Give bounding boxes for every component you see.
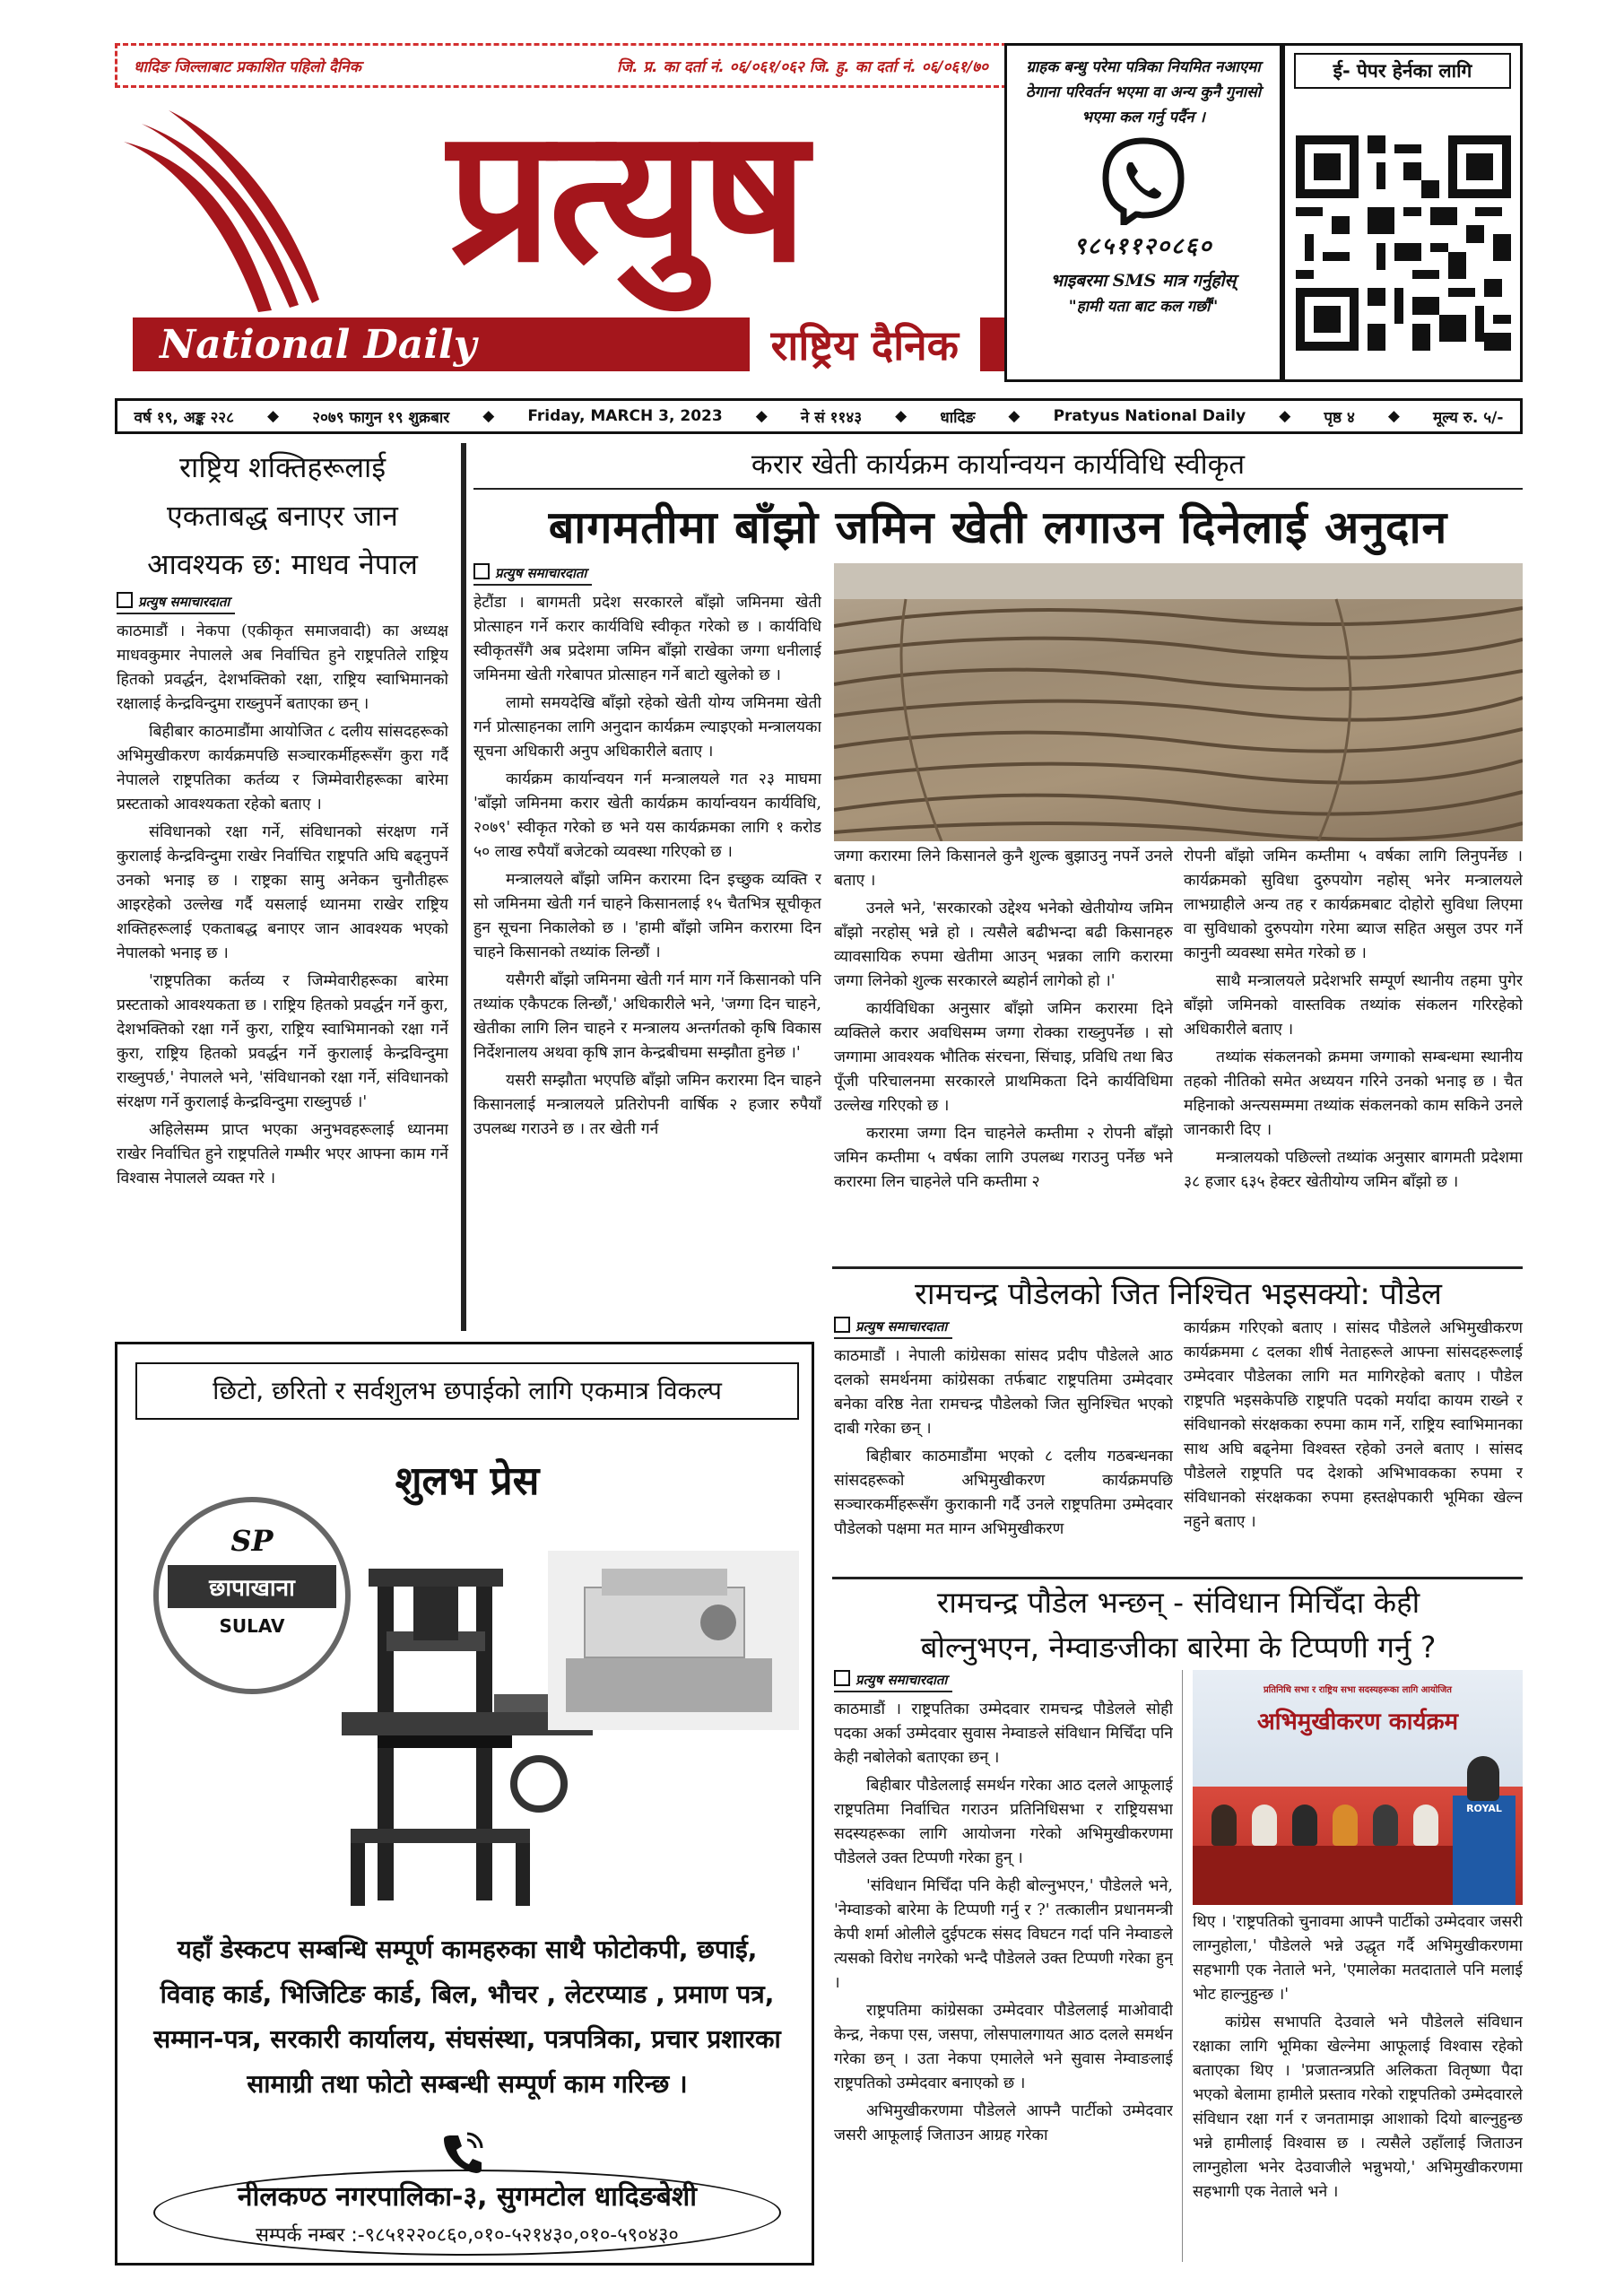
ad-address: नीलकण्ठ नगरपालिका-३, सुगमटोल धादिङबेशी (237, 2181, 698, 2213)
paudel-says-col2 (1193, 1910, 1523, 2262)
field-texture (834, 563, 1523, 841)
issue-location: धादिङ (940, 408, 976, 427)
main-story-kicker: करार खेती कार्यक्रम कार्यान्वयन कार्यविधि स्वीकृत (751, 448, 1246, 481)
main-story-col3 (1184, 845, 1523, 1266)
left-story-byline: प्रत्युष समाचारदाता (117, 592, 235, 614)
paragraph: अहिलेसम्म प्राप्त भएका अनुभवहरूलाई ध्यानमा राखेर निर्वाचित हुने राष्ट्रपतिले गम्भीर भएर आफ्ना काम गर्ने विश्वास नेपालले व्यक्त गरे । (117, 1121, 448, 1187)
paudel-says-headline: रामचन्द्र पौडेल भन्छन् - संविधान मिचिँदा केही बोल्नुभएन, नेम्वाङजीका बारेमा के टिप्पणी गर्नु ? (920, 1585, 1437, 1665)
sulav-press-ad (115, 1342, 814, 2266)
paragraph: 'राष्ट्रपतिका कर्तव्य र जिम्मेवारीहरूका बारेमा प्रस्टताको आवश्यकता छ । राष्ट्रिय हितको प्रवर्द्धन गर्ने कुरा, देशभक्तिको रक्षा गर्ने कुरा, राष्ट्रिय स्वाभिमानको रक्षा गर्ने कुरा, राष्ट्रिय हितको प्रवर्द्धन गर्ने कुरालाई केन्द्रविन्दुमा राख्नुपर्छ,' नेपालले भने, 'संविधानको रक्षा गर्ने, संविधानको संरक्षण गर्ने कुरालाई केन्द्रविन्दुमा राख्नुपर्छ ।' (117, 972, 448, 1111)
section-rule (832, 1577, 1523, 1579)
logo-band (133, 317, 1007, 371)
main-story-col2 (834, 845, 1173, 1266)
ad-tagline: छिटो, छरितो र सर्वशुलभ छपाईको लागि एकमात्र विकल्प (135, 1362, 799, 1420)
paragraph: जग्गा करारमा लिने किसानले कुनै शुल्क बुझाउनु नपर्ने उनले बताए । (834, 848, 1173, 890)
masthead-top-right: जि. प्र. का दर्ता नं. ०६/०६१/०६२ जि. हु. का दर्ता नं. ०६/०६१/७० (616, 57, 988, 76)
viber-quote: "हामी यता बाट कल गर्छौं" (1068, 298, 1219, 316)
offset-press-photo (548, 1551, 799, 1730)
logo-english: National Daily (160, 321, 477, 368)
issue-paper-name: Pratyus National Daily (1053, 407, 1246, 425)
viber-icon (1099, 135, 1188, 225)
issue-volume: वर्ष १९, अङ्क २२८ (134, 408, 234, 427)
paragraph: यसैगरी बाँझो जमिनमा खेती गर्न माग गर्ने किसानको पनि तथ्यांक एकैपटक लिन्छौं,' अधिकारीले भने, 'जग्गा दिन चाहने, खेतीका लागि लिन चाहने र मन्त्रालय अन्तर्गतको कृषि विकास निर्देशनालय अथवा कृषि ज्ञान केन्द्रबीचमा सम्झौता हुनेछ ।' (473, 971, 821, 1062)
paudel-win-col2 (1184, 1317, 1523, 1577)
column-divider (461, 443, 466, 1331)
paragraph: हेटौंडा । बागमती प्रदेश सरकारले बाँझो जमिनमा खेती प्रोत्साहन गर्ने करार कार्यविधि स्वीकृत गरेको छ । कार्यविधि स्वीकृतसँगै अब प्रदेशमा जमिन बाँझो राखेका जग्गा धनीलाई जमिनमा खेती गरेबापत प्रोत्साहन गर्ने बाटो खुलेको छ । (473, 594, 821, 684)
paudel-says-col1 (834, 1670, 1173, 2262)
photo-podium: ROYAL (1453, 1796, 1515, 1905)
issue-price: मूल्य रु. ५/- (1433, 408, 1504, 427)
paragraph: करारमा जग्गा दिन चाहनेले कम्तीमा २ रोपनी बाँझो जमिन कम्तीमा ५ वर्षका लागि उपलब्ध गराउनु पर्नेछ भने करारमा लिन चाहनेले पनि कम्तीमा २ (834, 1125, 1173, 1191)
paudel-win-byline: प्रत्युष समाचारदाता (834, 1317, 952, 1339)
logo-sub: SULAV (219, 1615, 285, 1637)
paragraph: राष्ट्रपतिमा कांग्रेसका उम्मेदवार पौडेललाई माओवादी केन्द्र, नेकपा एस, जसपा, लोसपालगायत आठ दलले समर्थन गरेका छन् । उता नेकपा एमालेले भने सुवास नेम्वाङलाई राष्ट्रपतिको उम्मेदवार बनाएको छ । (834, 2002, 1173, 2092)
issue-date-nepali: २०७९ फागुन १९ शुक्रबार (312, 408, 450, 427)
paragraph: साथै मन्त्रालयले प्रदेशभरि सम्पूर्ण स्थानीय तहमा पुगेर बाँझो जमिनको वास्तविक तथ्यांक संकलन गरिरहेको अधिकारीले बताए । (1184, 972, 1523, 1039)
phone-icon (440, 2130, 485, 2175)
paragraph: संविधानको रक्षा गर्ने, संविधानको संरक्षण गर्ने कुरालाई केन्द्रविन्दुमा राखेर निर्वाचित राष्ट्रपति अघि बढ्नुपर्ने उनको भनाइ छ । राष्ट्रका सामु अनेकन चुनौतीहरू आइरहेको उल्लेख गर्दै यसलाई ध्यानमा राखेर राष्ट्रिय शक्तिहरूलाई एकताबद्ध बनाएर जान आवश्यक भएको नेपालको भनाइ छ । (117, 823, 448, 962)
paragraph: थिए । 'राष्ट्रपतिको चुनावमा आफ्नै पार्टीको उम्मेदवार जसरी लाग्नुहोला,' पौडेलले भन्ने उद्धृत गर्दै अभिमुखीकरणमा सहभागी एक नेताले भने, 'एमालेका मतदाताले पनि मलाई भोट हाल्नुहुन्छ ।' (1193, 1913, 1523, 2004)
viber-number: ९८५११२०८६० (1073, 233, 1213, 260)
paragraph: कांग्रेस सभापति देउवाले भने पौडेलले संविधान रक्षाका लागि भूमिका खेल्नेमा आफूलाई विश्वास रहेको बताएका थिए । 'प्रजातन्त्रप्रति अलिकता वितृष्णा पैदा भएको बेलामा हामीले प्रस्ताव गरेको राष्ट्रपतिको उम्मेदवारले संविधान रक्षा गर्न र जनतामाझ आशाको दियो बाल्नुहुन्छ भन्ने हामीलाई विश्वास छ । त्यसैले उहाँलाई जिताउन लाग्नुहोला भनेर देउवाजीले भन्नुभयो,' अभिमुखीकरणमा सहभागी एक नेताले भने । (1193, 2013, 1523, 2201)
paragraph: बिहीबार काठमाडौंमा आयोजित ८ दलीय सांसदहरूको अभिमुखीकरण कार्यक्रमपछि सञ्चारकर्मीहरूसँग कुरा गर्दै नेपालले राष्ट्रपतिका कर्तव्य र जिम्मेवारीहरूका बारेमा प्रस्टताको आवश्यकता रहेको बताए । (117, 723, 448, 813)
masthead-top-left: धादिङ जिल्लाबाट प्रकाशित पहिलो दैनिक (134, 57, 361, 76)
paragraph: मन्त्रालयले बाँझो जमिन करारमा दिन इच्छुक व्यक्ति र सो जमिनमा खेती गर्न चाहने किसानलाई १५ चैतभित्र सूचीकृत हुन सूचना निकालेको छ । 'हामी बाँझो जमिन करारमा दिन चाहने किसानको तथ्यांक लिन्छौं । (473, 871, 821, 961)
left-story (117, 443, 448, 1331)
paragraph: कार्यविधिका अनुसार बाँझो जमिन करारमा दिने व्यक्तिले करार अवधिसम्म जग्गा रोक्का राख्नुपर्नेछ । सो जग्गामा आवश्यक भौतिक संरचना, सिंचाइ, प्रविधि तथा बिउ पूँजी परिचालनमा सरकारले प्राथमिकता दिने कार्यविधिमा उल्लेख गरिएको छ । (834, 1000, 1173, 1115)
ad-contact: सम्पर्क नम्बर :-९८५१२२०८६०,०१०-५२१४३०,०१०-५९०४३० (256, 2224, 679, 2247)
paudel-win-headline: रामचन्द्र पौडेलको जित निश्चित भइसक्यो: पौडेल (915, 1276, 1442, 1312)
main-story-headline: बागमतीमा बाँझो जमिन खेती लगाउन दिनेलाई अनुदान (548, 501, 1448, 553)
sulav-logo (153, 1497, 351, 1694)
logo-monogram: SP (230, 1524, 274, 1558)
paragraph: काठमाडौं । नेपाली कांग्रेसका सांसद प्रदीप पौडेलले आठ दलको समर्थनमा कांग्रेसका तर्फबाट राष्ट्रपतिमा उम्मेदवार बनेका वरिष्ठ नेता रामचन्द्र पौडेलको जित सुनिश्चित भएको दाबी गरेका छन् । (834, 1347, 1173, 1438)
quill-icon (115, 106, 321, 321)
paudel-says-byline: प्रत्युष समाचारदाता (834, 1670, 952, 1692)
terraced-field-photo (834, 563, 1523, 841)
paragraph: कार्यक्रम कार्यान्वयन गर्न मन्त्रालयले गत २३ माघमा 'बाँझो जमिनमा करार खेती कार्यक्रम कार्यान्वयन कार्यविधि, २०७९' स्वीकृत गरेको छ भने यस कार्यक्रमका लागि १ करोड ५० लाख रुपैयाँ बजेटको व्यवस्था गरिएको छ । (473, 770, 821, 861)
paragraph: उनले भने, 'सरकारको उद्देश्य भनेको खेतीयोग्य जमिन बाँझो नरहोस् भन्ने हो । त्यसैले बढीभन्दा बढी किसानहरु व्यावसायिक रुपमा खेतीमा आउन् भन्नका लागि करारमा जग्गा लिनेको शुल्क सरकारले ब्यहोर्न लागेको हो ।' (834, 900, 1173, 990)
issue-nepal-sambat: ने सं ११४३ (800, 408, 863, 427)
paragraph: बिहीबार काठमाडौंमा भएको ८ दलीय गठबन्धनका सांसदहरूको अभिमुखीकरण कार्यक्रमपछि सञ्चारकर्मीहरूसँग कुराकानी गर्दै उनले राष्ट्रपतिमा उम्मेदवार पौडेलको पक्षमा मत माग्न अभिमुखीकरण (834, 1448, 1173, 1538)
photo-banner-big: अभिमुखीकरण कार्यक्रम (1256, 1709, 1459, 1735)
paragraph: मन्त्रालयको पछिल्लो तथ्यांक अनुसार बागमती प्रदेशमा ३८ हजार ६३५ हेक्टर खेतीयोग्य जमिन बाँझो छ । (1184, 1149, 1523, 1191)
issue-page: पृष्ठ ४ (1324, 408, 1355, 427)
issue-bar: वर्ष १९, अङ्क २२८ ◆ २०७९ फागुन १९ शुक्रबार ◆ Friday, MARCH 3, 2023 ◆ ने सं ११४३ ◆ धादिङ ◆ Pratyus National Daily ◆ पृष्ठ ४ ◆ मूल्य रु. ५/- (115, 398, 1523, 434)
paragraph: काठमाडौं । राष्ट्रपतिका उम्मेदवार रामचन्द्र पौडेलले सोही पदका अर्का उम्मेदवार सुवास नेम्वाङले संविधान मिचिँदा पनि केही नबोलेको बताएका छन् । (834, 1700, 1173, 1767)
left-story-headline: राष्ट्रिय शक्तिहरूलाई एकताबद्ध बनाएर जान आवश्यक छ: माधव नेपाल (147, 450, 418, 581)
section-rule (832, 1266, 1523, 1269)
masthead (115, 43, 1012, 384)
ad-name: शुलभ प्रेस (395, 1458, 540, 1504)
viber-notice-box (1004, 43, 1282, 382)
orientation-event-photo (1193, 1670, 1523, 1905)
epaper-label: ई- पेपर हेर्नका लागि (1294, 53, 1511, 89)
notice-text: ग्राहक बन्धु परेमा पत्रिका नियमित नआएमा ठेगाना परिवर्तन भएमा वा अन्य कुनै गुनासो भएमा कल गर्नु पर्दैन । (1025, 58, 1262, 126)
photo-table (1193, 1846, 1453, 1905)
qr-code-icon[interactable] (1296, 135, 1511, 351)
main-story-col1 (473, 563, 821, 1335)
paragraph: 'संविधान मिचिँदा पनि केही बोल्नुभएन,' पौडेलले भने, 'नेम्वाङको बारेमा के टिप्पणी गर्नु र ?' तत्कालीन प्रधानमन्त्री केपी शर्मा ओलीले दुईपटक संसद विघटन गर्दा पनि नेम्वाङले त्यसको विरोध नगरेको भन्दै पौडेलले उक्त टिप्पणी गरेका हुन् । (834, 1877, 1173, 1992)
logo-main: छापाखाना (168, 1565, 336, 1608)
kicker-rule (473, 488, 1523, 490)
paragraph: रोपनी बाँझो जमिन कम्तीमा ५ वर्षका लागि लिनुपर्नेछ । कार्यक्रमको सुविधा दुरुपयोग नहोस् भनेर मन्त्रालयले लाभग्राहीले अन्य तह र कार्यक्रमबाट दोहोरो सुविधा लिएमा वा सुविधाको दुरुपयोग गरेमा ब्याज सहित असुल उपर गर्ने कानुनी व्यवस्था समेत गरेको छ । (1184, 848, 1523, 962)
logo-devanagari: प्रत्युष (447, 90, 804, 303)
paragraph: बिहीबार पौडेललाई समर्थन गरेका आठ दलले आफूलाई राष्ट्रपतिमा निर्वाचित गराउन प्रतिनिधिसभा र राष्ट्रियसभा सदस्यहरूका लागि आयोजना गरेको अभिमुखीकरणमा पौडेलले उक्त टिप्पणी गरेका हुन् । (834, 1777, 1173, 1867)
issue-date-english: Friday, MARCH 3, 2023 (527, 407, 723, 425)
photo-speaker (1467, 1756, 1499, 1801)
paragraph: यसरी सम्झौता भएपछि बाँझो जमिन करारमा दिन चाहने किसानलाई मन्त्रालयले प्रतिरोपनी वार्षिक २ हजार रुपैयाँ उपलब्ध गराउने छ । तर खेती गर्न (473, 1072, 821, 1138)
ad-body: यहाँ डेस्कटप सम्बन्धि सम्पूर्ण कामहरुका साथै फोटोकपी, छपाई, विवाह कार्ड, भिजिटिङ कार्ड, बिल, भौचर , लेटरप्याड , प्रमाण पत्र, सम्मान-पत्र, सरकारी कार्यालय, संघसंस्था, पत्रपत्रिका, प्रचार प्रशारका सामाग्री तथा फोटो सम्बन्धी सम्पूर्ण काम गरिन्छ । (153, 1935, 781, 2099)
photo-banner-small: प्रतिनिधि सभा र राष्ट्रिय सभा सदस्यहरूका लागि आयोजित (1263, 1685, 1452, 1695)
ad-address-oval (153, 2170, 781, 2256)
paudel-win-col1 (834, 1317, 1173, 1577)
epaper-box (1282, 43, 1523, 382)
main-story-byline: प्रत्युष समाचारदाता (473, 563, 592, 586)
logo-subtitle: राष्ट्रिय दैनिक (750, 313, 980, 376)
paragraph: काठमाडौं । नेकपा (एकीकृत समाजवादी) का अध्यक्ष माधवकुमार नेपालले अब निर्वाचित हुने राष्ट्रपतिले राष्ट्रिय हितको प्रवर्द्धन, देशभक्तिको रक्षा, राष्ट्रिय स्वाभिमानको रक्षालाई केन्द्रविन्दुमा राख्नुपर्ने बताएका छन् । (117, 622, 448, 713)
paragraph: अभिमुखीकरणमा पौडेलले आफ्नै पार्टीको उम्मेदवार जसरी आफूलाई जिताउन आग्रह गरेका (834, 2102, 1173, 2144)
viber-sms: भाइबरमा SMS मात्र गर्नुहोस् (1050, 271, 1237, 291)
photo-people (1203, 1805, 1446, 1849)
paragraph: तथ्यांक संकलनको क्रममा जग्गाको सम्बन्धमा स्थानीय तहको नीतिको समेत अध्ययन गरिने उनको भनाइ छ । चैत महिनाको अन्त्यसम्ममा तथ्यांक संकलनको काम सकिने उनले जानकारी दिए । (1184, 1048, 1523, 1139)
paragraph: कार्यक्रम गरिएको बताए । सांसद पौडेलले अभिमुखीकरण कार्यक्रममा ८ दलका शीर्ष नेताहरूले आफ्ना सांसदहरूलाई उम्मेदवार पौडेलका लागि मत मागिरहेको बताए । पौडेल राष्ट्रपति भइसकेपछि राष्ट्रपति पदको मर्यादा कायम राख्ने र संविधानको संरक्षकका रुपमा काम गर्ने, राष्ट्रिय स्वाभिमानका साथ अघि बढ्नेमा विश्वस्त रहेको उनले बताए । सांसद पौडेलले राष्ट्रपति पद देशको अभिभावकका रुपमा र संविधानको संरक्षकका रुपमा हस्तक्षेपकारी भूमिका खेल्न नहुने बताए । (1184, 1319, 1523, 1531)
paragraph: लामो समयदेखि बाँझो रहेको खेती योग्य जमिनमा खेती गर्न प्रोत्साहनका लागि अनुदान कार्यक्रम ल्याइएको मन्त्रालयका सूचना अधिकारी अनुप अधिकारीले बताए । (473, 694, 821, 761)
column-divider (1182, 1670, 1183, 2262)
